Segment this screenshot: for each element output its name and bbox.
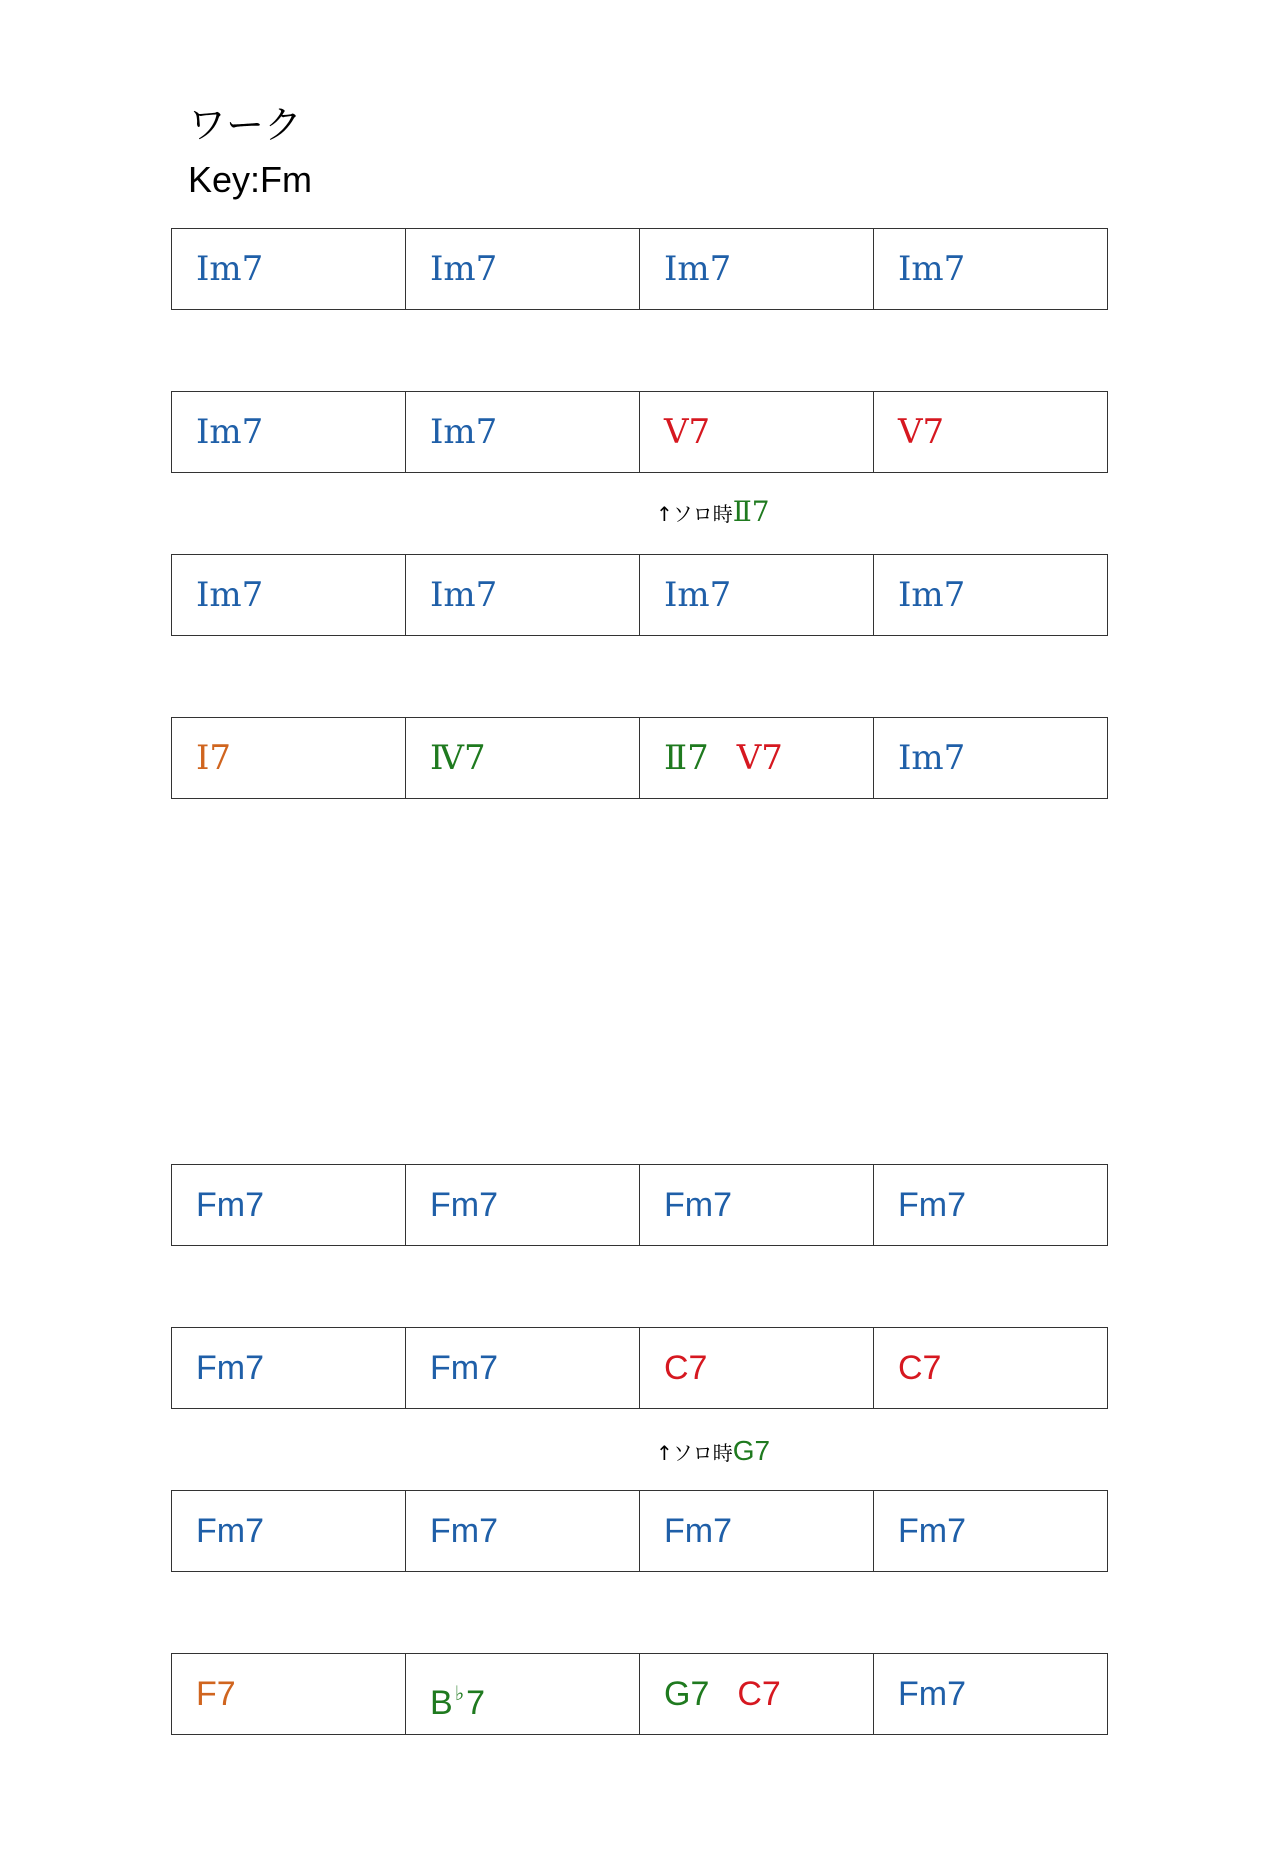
chord-text: Ⅰm7 bbox=[898, 249, 966, 289]
chord-text: Fm7 bbox=[196, 1186, 264, 1224]
measure-cell bbox=[873, 718, 1107, 798]
key-label: Key:Fm bbox=[188, 159, 313, 200]
chord-text: C7 bbox=[898, 1349, 942, 1387]
measure-cell bbox=[405, 1654, 639, 1734]
chord-symbol bbox=[430, 412, 497, 452]
chord-text: Fm7 bbox=[430, 1186, 498, 1224]
chord-symbol bbox=[664, 1511, 732, 1551]
page-title: ワーク bbox=[188, 103, 303, 147]
chord-text: Ⅰm7 bbox=[664, 249, 732, 289]
chord-text: Ⅰm7 bbox=[430, 249, 498, 289]
measure-cell bbox=[172, 1328, 405, 1408]
measure-cell bbox=[873, 392, 1107, 472]
measure-cell bbox=[172, 555, 405, 635]
measure-cell bbox=[172, 718, 405, 798]
chord-text: B bbox=[430, 1684, 453, 1722]
chord-symbol bbox=[898, 1674, 966, 1714]
chord-text: Ⅰ7 bbox=[196, 738, 232, 778]
chord-text: Ⅰm7 bbox=[430, 575, 498, 615]
chord-symbol bbox=[664, 738, 783, 778]
chord-symbol bbox=[196, 249, 263, 289]
solo-note-chord: Ⅱ7 bbox=[732, 495, 770, 528]
chord-symbol bbox=[898, 575, 965, 615]
chord-text: F7 bbox=[196, 1675, 236, 1713]
chord-text: Fm7 bbox=[196, 1349, 264, 1387]
measure-cell bbox=[639, 718, 873, 798]
roman-solo-note bbox=[656, 497, 770, 529]
chord-row bbox=[171, 1164, 1108, 1246]
measure-cell bbox=[873, 229, 1107, 309]
chord-text: Ⅰm7 bbox=[196, 575, 264, 615]
measure-cell bbox=[873, 555, 1107, 635]
measure-cell bbox=[639, 1654, 873, 1734]
chord-symbol bbox=[196, 1674, 236, 1714]
measure-cell bbox=[405, 392, 639, 472]
chord-row bbox=[171, 1490, 1108, 1572]
measure-cell bbox=[172, 1165, 405, 1245]
chord-text: Ⅴ7 bbox=[898, 412, 945, 452]
chord-text: Fm7 bbox=[430, 1349, 498, 1387]
chord-text: Ⅰm7 bbox=[898, 738, 966, 778]
measure-cell bbox=[639, 1328, 873, 1408]
chord-symbol bbox=[196, 412, 263, 452]
chord-text: Fm7 bbox=[664, 1512, 732, 1550]
chord-text: Ⅰm7 bbox=[430, 412, 498, 452]
measure-cell bbox=[639, 555, 873, 635]
chord-text: Fm7 bbox=[898, 1512, 966, 1550]
chord-symbol bbox=[664, 1185, 732, 1225]
chord-symbol bbox=[430, 738, 486, 778]
measure-cell bbox=[405, 1491, 639, 1571]
measure-cell bbox=[405, 718, 639, 798]
chord-row bbox=[171, 554, 1108, 636]
chord-text: Fm7 bbox=[196, 1512, 264, 1550]
chord-row bbox=[171, 1327, 1108, 1409]
chord-symbol bbox=[898, 249, 965, 289]
measure-cell bbox=[172, 392, 405, 472]
chord-symbol bbox=[664, 1674, 781, 1714]
solo-note-chord: G7 bbox=[732, 1435, 771, 1466]
chord-symbol bbox=[898, 738, 965, 778]
chord-text: Ⅰm7 bbox=[196, 412, 264, 452]
measure-cell bbox=[639, 229, 873, 309]
chord-symbol bbox=[664, 1348, 707, 1388]
chord-symbol bbox=[430, 1348, 498, 1388]
chord-symbol bbox=[664, 575, 731, 615]
chord-symbol bbox=[664, 412, 710, 452]
measure-cell bbox=[873, 1491, 1107, 1571]
measure-cell bbox=[405, 229, 639, 309]
flat-sign: ♭ bbox=[454, 1683, 465, 1705]
chord-suffix: 7 bbox=[466, 1684, 486, 1722]
chord-symbol bbox=[196, 1185, 264, 1225]
measure-cell bbox=[873, 1654, 1107, 1734]
measure-cell bbox=[405, 555, 639, 635]
chord-symbol bbox=[430, 1674, 485, 1723]
measure-cell bbox=[639, 1165, 873, 1245]
chord-symbol bbox=[430, 1511, 498, 1551]
chord-text: Fm7 bbox=[898, 1186, 966, 1224]
chord-text: G7 bbox=[664, 1675, 710, 1713]
chord-text: Ⅳ7 bbox=[430, 738, 486, 778]
chord-symbol bbox=[430, 1185, 498, 1225]
chord-text: Ⅴ7 bbox=[664, 412, 711, 452]
chord-text: Ⅱ7 bbox=[664, 738, 709, 778]
chord-symbol bbox=[898, 1185, 966, 1225]
chord-symbol bbox=[430, 575, 497, 615]
measure-cell bbox=[873, 1328, 1107, 1408]
chord-symbol bbox=[196, 738, 231, 778]
chord-text: Fm7 bbox=[664, 1186, 732, 1224]
chord-text: Fm7 bbox=[430, 1512, 498, 1550]
chord-symbol bbox=[430, 249, 497, 289]
measure-cell bbox=[405, 1165, 639, 1245]
chord-symbol bbox=[898, 1511, 966, 1551]
chord-text-second: Ⅴ7 bbox=[736, 738, 783, 778]
chord-row bbox=[171, 1653, 1108, 1735]
chord-symbol bbox=[898, 412, 944, 452]
chord-row bbox=[171, 228, 1108, 310]
chord-symbol bbox=[196, 575, 263, 615]
measure-cell bbox=[172, 1654, 405, 1734]
measure-cell bbox=[405, 1328, 639, 1408]
chord-text: Ⅰm7 bbox=[898, 575, 966, 615]
chord-symbol bbox=[898, 1348, 941, 1388]
chord-text: Ⅰm7 bbox=[664, 575, 732, 615]
measure-cell bbox=[873, 1165, 1107, 1245]
chord-row bbox=[171, 391, 1108, 473]
measure-cell bbox=[172, 229, 405, 309]
chord-symbol bbox=[196, 1511, 264, 1551]
measure-cell bbox=[639, 1491, 873, 1571]
chord-text: Ⅰm7 bbox=[196, 249, 264, 289]
chord-row bbox=[171, 717, 1108, 799]
letter-solo-note bbox=[656, 1436, 770, 1468]
chord-text-second: C7 bbox=[737, 1675, 781, 1713]
measure-cell bbox=[172, 1491, 405, 1571]
chord-symbol bbox=[196, 1348, 264, 1388]
measure-cell bbox=[639, 392, 873, 472]
chord-symbol bbox=[664, 249, 731, 289]
chord-text: Fm7 bbox=[898, 1675, 966, 1713]
solo-note-prefix: ↑ソロ時 bbox=[656, 502, 733, 526]
solo-note-prefix: ↑ソロ時 bbox=[656, 1441, 733, 1465]
chord-text: C7 bbox=[664, 1349, 708, 1387]
